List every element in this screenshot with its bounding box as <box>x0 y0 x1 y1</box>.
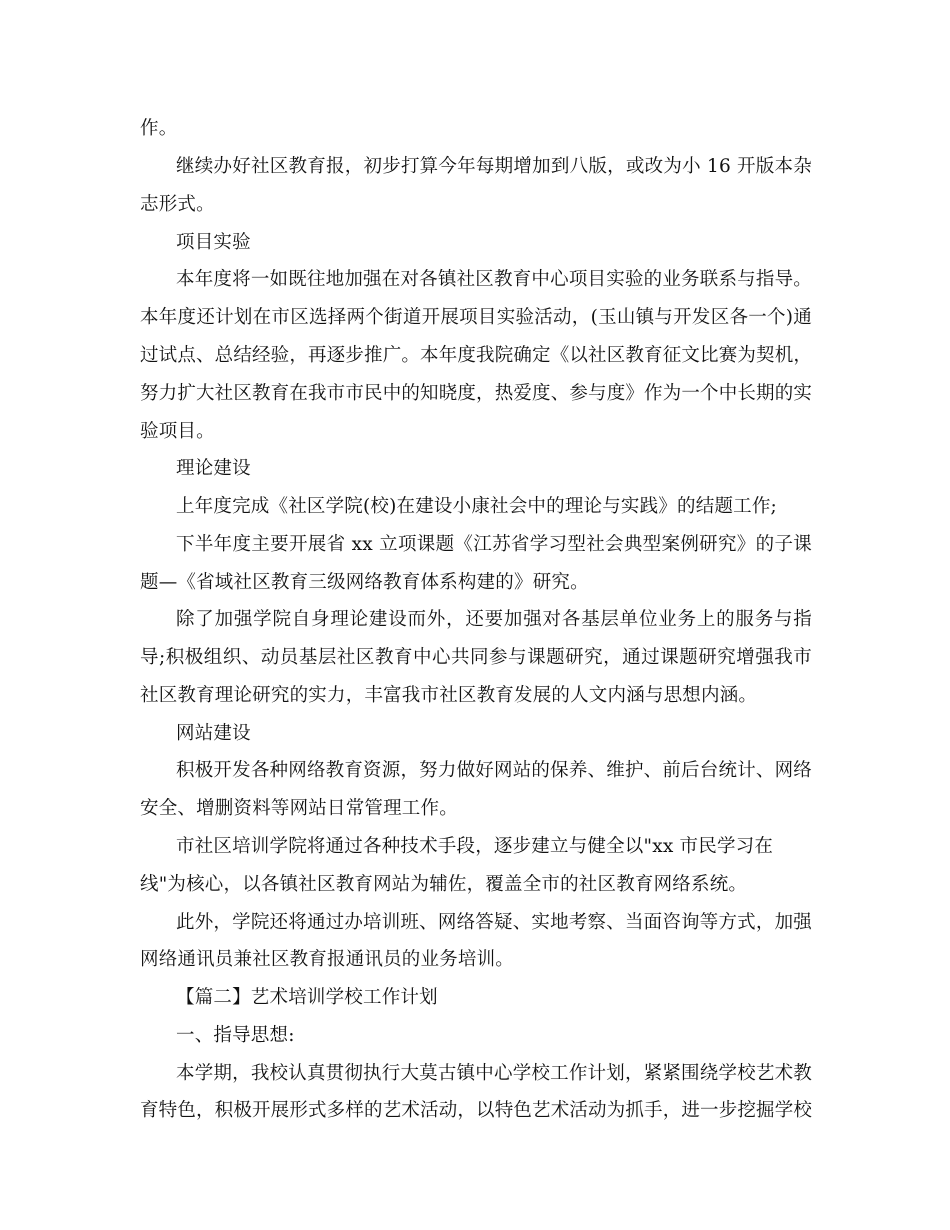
text-line: 网络通讯员兼社区教育报通讯员的业务培训。 <box>140 949 515 970</box>
text-line: 作。 <box>140 118 178 139</box>
section-heading: 网站建设 <box>176 723 251 744</box>
text-line: 除了加强学院自身理论建设而外，还要加强对各基层单位业务上的服务与指 <box>176 609 812 630</box>
text-line: 本学期，我校认真贯彻执行大莫古镇中心学校工作计划，紧紧围绕学校艺术教 <box>176 1063 812 1084</box>
text-line: 育特色，积极开展形式多样的艺术活动，以特色艺术活动为抓手，进一步挖掘学校 <box>140 1100 812 1121</box>
text-line: 安全、增删资料等网站日常管理工作。 <box>140 798 458 819</box>
text-line: 继续办好社区教育报，初步打算今年每期增加到八版，或改为小 16 开版本杂 <box>176 156 812 177</box>
text-line: 此外，学院还将通过办培训班、网络答疑、实地考察、当面咨询等方式，加强 <box>176 912 812 933</box>
text-line: 线"为核心，以各镇社区教育网站为辅佐，覆盖全市的社区教育网络系统。 <box>140 874 748 895</box>
text-line: 市社区培训学院将通过各种技术手段，逐步建立与健全以"xx 市民学习在 <box>176 836 774 857</box>
text-line: 努力扩大社区教育在我市市民中的知晓度，热爱度、参与度》作为一个中长期的实 <box>140 383 812 404</box>
text-line: 题—《省域社区教育三级网络教育体系构建的》研究。 <box>140 572 589 593</box>
text-line: 社区教育理论研究的实力，丰富我市社区教育发展的人文内涵与思想内涵。 <box>140 685 758 706</box>
section-heading: 理论建设 <box>176 458 251 479</box>
text-line: 过试点、总结经验，再逐步推广。本年度我院确定《以社区教育征文比赛为契机， <box>140 345 812 366</box>
text-line: 积极开发各种网络教育资源，努力做好网站的保养、维护、前后台统计、网络 <box>176 760 812 781</box>
section-heading: 项目实验 <box>176 232 251 253</box>
text-line: 本年度还计划在市区选择两个街道开展项目实验活动，(玉山镇与开发区各一个)通 <box>140 307 812 328</box>
text-line: 本年度将一如既往地加强在对各镇社区教育中心项目实验的业务联系与指导。 <box>176 269 812 290</box>
article-heading: 【篇二】艺术培训学校工作计划 <box>176 987 438 1008</box>
text-line: 验项目。 <box>140 421 215 442</box>
text-line: 下半年度主要开展省 xx 立项课题《江苏省学习型社会典型案例研究》的子课 <box>176 534 812 555</box>
text-line: 导;积极组织、动员基层社区教育中心共同参与课题研究，通过课题研究增强我市 <box>140 647 812 668</box>
section-heading: 一、指导思想: <box>176 1025 295 1046</box>
text-line: 志形式。 <box>140 194 215 215</box>
text-line: 上年度完成《社区学院(校)在建设小康社会中的理论与实践》的结题工作; <box>176 496 777 517</box>
